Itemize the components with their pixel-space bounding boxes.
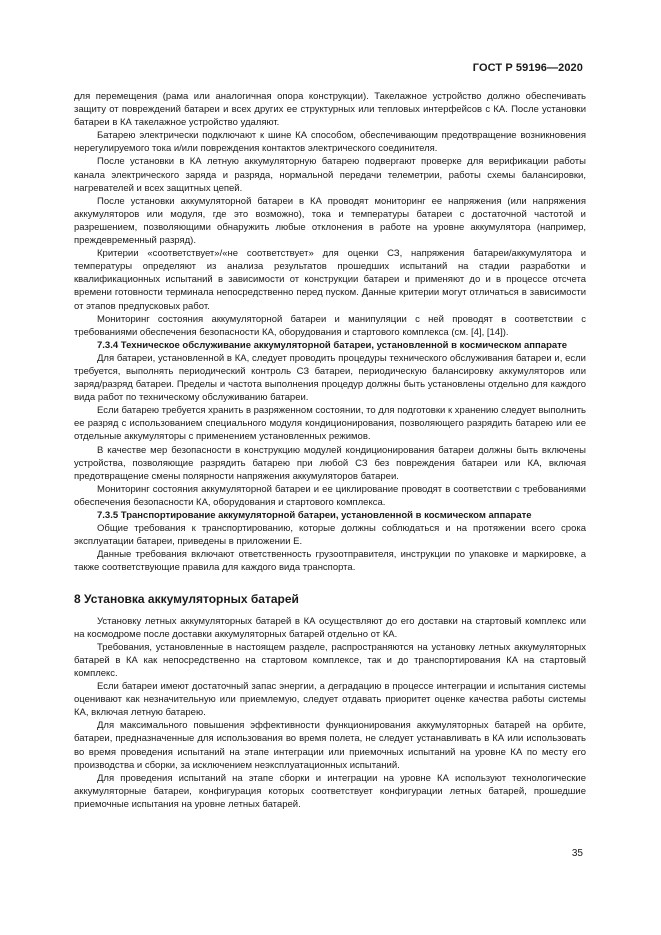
paragraph: Если батареи имеют достаточный запас энергии, а деградацию в процессе интеграции и испытания системы оценивают как незначительную или приемлемую, следует отдавать приоритет оценке качества работы системы КА, включая летную батарею. (74, 681, 586, 719)
section-heading-8: 8 Установка аккумуляторных батарей (74, 592, 299, 607)
paragraph: Батарею электрически подключают к шине КА способом, обеспечивающим предотвращение возникновения нерегулируемого тока и/или повреждения контактов электрического соединителя. (74, 130, 586, 155)
paragraph: Если батарею требуется хранить в разряженном состоянии, то для подготовки к хранению следует выполнить ее разряд с использованием специального модуля кондиционирования, позволяющего разрядить батарею или ее отдельные аккумуляторы с применением установленных режимов. (74, 405, 586, 443)
paragraph: Для проведения испытаний на этапе сборки и интеграции на уровне КА используют технологические аккумуляторные батареи, конфигурация которых соответствует конфигурации летных батарей, прошедшие приемочные испытания на уровне летных батарей. (74, 772, 586, 810)
paragraph: Для батареи, установленной в КА, следует проводить процедуры технического обслуживания батареи и, если требуется, выполнять периодический контроль СЗ батареи, периодическую балансировку аккумуляторов или заряд/разряд батареи. Пределы и частота выполнения процедур должны быть установлены отдельно для каждого вида работ по техническому обслуживанию батареи. (74, 352, 586, 404)
paragraph: В качестве мер безопасности в конструкцию модулей кондиционирования батареи должны быть включены устройства, позволяющие разрядить батарею при любой СЗ без повреждения батареи или КА, включая предотвращение смены полярности напряжения аккумуляторов батареи. (74, 444, 586, 482)
paragraph: Для максимального повышения эффективности функционирования аккумуляторных батарей на орбите, батареи, предназначенные для использования во время полета, не следует устанавливать в КА или использовать во время проведения испытаний на этапе интеграции или приемочных испытаний на уровне КА по месту его производства и сборки, за исключением неэксплуатационных испытаний. (74, 720, 586, 771)
paragraph: Мониторинг состояния аккумуляторной батареи и манипуляции с ней проводят в соответствии с требованиями обеспечения безопасности КА, оборудования и стартового комплекса (см. [4], [14]). (74, 313, 586, 338)
subsection-heading-7-3-4: 7.3.4 Техническое обслуживание аккумуляторной батареи, установленной в космическом аппарате (97, 339, 568, 351)
paragraph-continued: для перемещения (рама или аналогичная опора конструкции). Такелажное устройство должно обеспечивать защиту от повреждений батареи и всех других ее структурных или тепловых интерфейсов с КА. После установки батареи в КА такелажное устройство удаляют. (74, 91, 586, 129)
paragraph: Установку летных аккумуляторных батарей в КА осуществляют до его доставки на стартовый комплекс или на космодроме после доставки аккумуляторных батарей отдельно от КА. (74, 615, 586, 640)
paragraph: После установки в КА летную аккумуляторную батарею подвергают проверке для верификации работы канала электрического заряда и разряда, нормальной передачи телеметрии, работы схемы балансировки, нагревателей и всех защитных цепей. (74, 156, 586, 194)
paragraph: Данные требования включают ответственность грузоотправителя, инструкции по упаковке и маркировке, а также соответствующие правила для каждого вида транспорта. (74, 549, 586, 574)
document-header: ГОСТ Р 59196—2020 (472, 62, 583, 74)
subsection-heading-7-3-5: 7.3.5 Транспортирование аккумуляторной батареи, установленной в космическом аппарате (97, 510, 532, 521)
document-body (74, 90, 586, 811)
paragraph: После установки аккумуляторной батареи в КА проводят мониторинг ее напряжения (или напряжения аккумуляторов или модуля, где это возможно), тока и температуры батареи с достаточной частотой и разрешением, позволяющими обнаружить любые отклонения в работе на уровне аккумулятора (например, преждевременный разряд). (74, 195, 586, 247)
paragraph: Требования, установленные в настоящем разделе, распространяются на установку летных аккумуляторных батарей в КА как непосредственно на стартовом комплексе, так и до транспортирования КА на стартовый комплекс. (74, 641, 586, 679)
paragraph: Мониторинг состояния аккумуляторной батареи и ее циклирование проводят в соответствии с требованиями обеспечения безопасности КА, оборудования и стартового комплекса. (74, 483, 586, 508)
page-number: 35 (571, 848, 583, 859)
paragraph: Общие требования к транспортированию, которые должны соблюдаться и на протяжении всего срока эксплуатации батареи, приведены в приложении Е. (74, 523, 586, 548)
paragraph: Критерии «соответствует»/«не соответствует» для оценки СЗ, напряжения батареи/аккумулятора и температуры определяют из анализа результатов прошедших испытаний на стадии разработки и квалификационных испытаний в зависимости от конструкции батареи и применяют до и в процессе отсчета времени готовности терминала непосредственно перед пуском. Данные критерии могут отличаться в зависимости от этапов предпусковых работ. (74, 248, 586, 312)
